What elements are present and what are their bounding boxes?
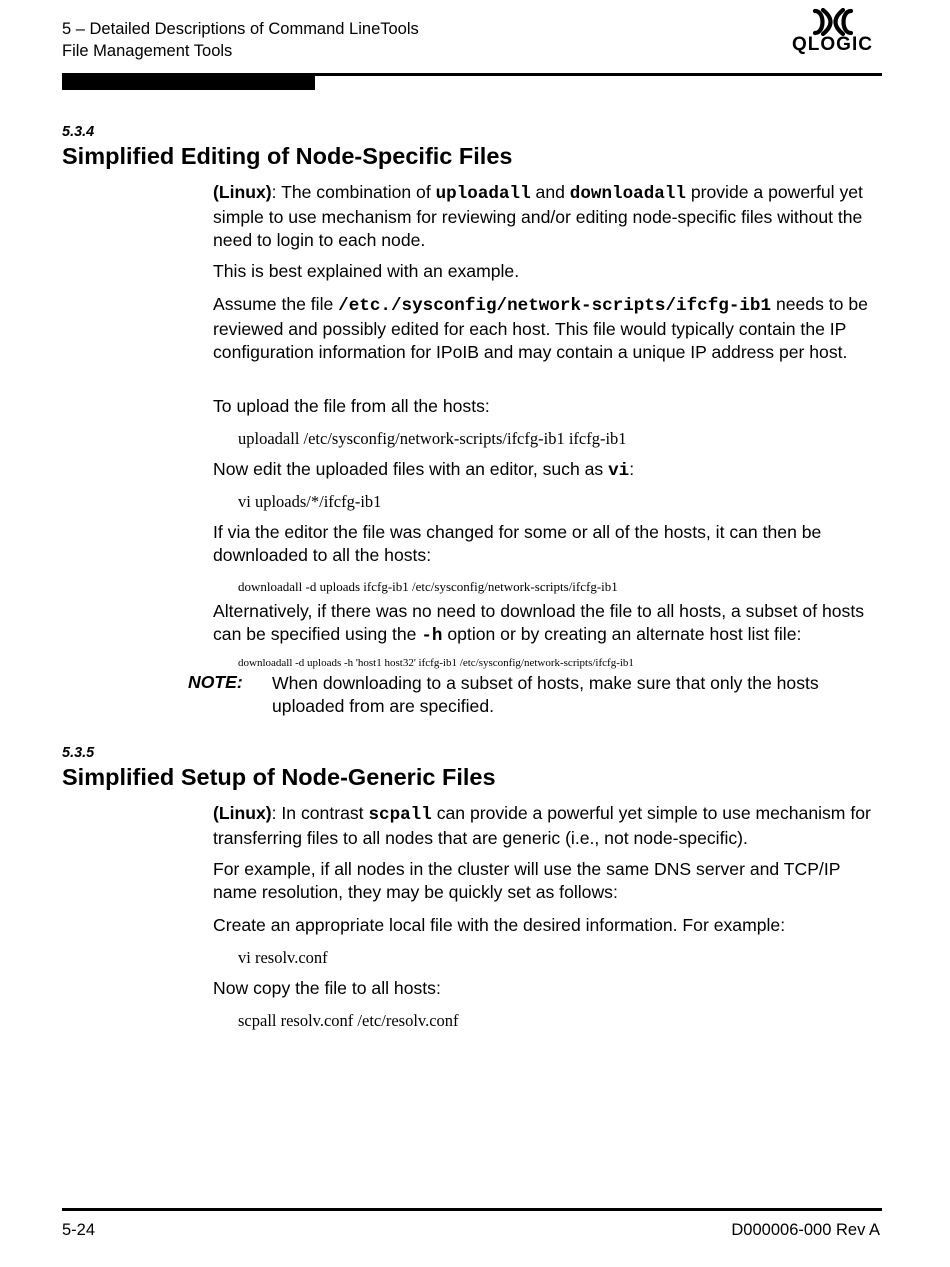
- text-run: Assume the file: [213, 294, 339, 314]
- code-line: vi uploads/*/ifcfg-ib1: [238, 492, 382, 511]
- text-run: can provide a powerful yet simple to use mechanism for transferring files to all nodes that are generic (i.e., not node-specific).: [213, 803, 871, 848]
- paragraph: This is best explained with an example.: [213, 261, 520, 281]
- section-number: 5.3.5: [62, 745, 95, 761]
- paragraph: [213, 802, 885, 850]
- paragraph: For example, if all nodes in the cluster will use the same DNS server and TCP/IP name resolution, they may be quickly set as follows:: [213, 859, 841, 902]
- inline-code: downloadall: [569, 184, 686, 204]
- inline-code: -h: [421, 626, 443, 646]
- document-id: D000006-000 Rev A: [731, 1221, 880, 1239]
- code-line: scpall resolv.conf /etc/resolv.conf: [238, 1011, 459, 1030]
- code-line: uploadall /etc/sysconfig/network-scripts/ifcfg-ib1 ifcfg-ib1: [238, 429, 627, 448]
- text-run: and: [530, 182, 570, 202]
- platform-label: (Linux): [213, 182, 272, 202]
- paragraph: Create an appropriate local file with the desired information. For example:: [213, 915, 786, 935]
- paragraph: [213, 181, 885, 252]
- section-title: Simplified Setup of Node-Generic Files: [62, 764, 496, 790]
- inline-code: /etc./sysconfig/network-scripts/ifcfg-ib1: [338, 296, 772, 316]
- text-run: :: [629, 459, 635, 479]
- logo-wordmark: QLOGIC: [792, 34, 873, 55]
- text-run: needs to be reviewed and possibly edited for each host. This file would typically contain the IP configuration information for IPoIB and may contain a unique IP address per host.: [213, 294, 868, 362]
- header-thick-bar: [62, 76, 315, 90]
- inline-code: vi: [608, 461, 630, 481]
- note-label: NOTE:: [188, 672, 243, 692]
- text-run: : In contrast: [271, 803, 369, 823]
- paragraph: [213, 293, 885, 364]
- paragraph: Now copy the file to all hosts:: [213, 978, 441, 998]
- code-line: vi resolv.conf: [238, 948, 328, 967]
- paragraph: If via the editor the file was changed for some or all of the hosts, it can then be downloaded to all the hosts:: [213, 522, 822, 565]
- text-run: Now edit the uploaded files with an editor, such as: [213, 459, 609, 479]
- code-line: downloadall -d uploads ifcfg-ib1 /etc/sysconfig/network-scripts/ifcfg-ib1: [238, 579, 618, 594]
- note-text: When downloading to a subset of hosts, make sure that only the hosts uploaded from are specified.: [272, 673, 819, 716]
- company-logo: [785, 8, 880, 56]
- qlogic-logo-icon: [811, 8, 855, 36]
- text-run: : The combination of: [271, 182, 436, 202]
- inline-code: scpall: [368, 805, 432, 825]
- header-section: File Management Tools: [62, 42, 233, 60]
- section-title: Simplified Editing of Node-Specific Files: [62, 143, 513, 169]
- text-run: option or by creating an alternate host list file:: [442, 624, 802, 644]
- section-number: 5.3.4: [62, 124, 95, 140]
- page-number: 5-24: [62, 1221, 96, 1239]
- text-run: Alternatively, if there was no need to download the file to all hosts, a subset of hosts can be specified using the: [213, 601, 865, 644]
- paragraph: [213, 600, 885, 648]
- text-run: provide a powerful yet simple to use mechanism for reviewing and/or editing node-specific files without the need to login to each node.: [213, 182, 863, 250]
- platform-label: (Linux): [213, 803, 272, 823]
- footer-rule: [62, 1208, 882, 1211]
- paragraph: To upload the file from all the hosts:: [213, 396, 490, 416]
- header-chapter: 5 – Detailed Descriptions of Command LineTools: [62, 20, 419, 38]
- inline-code: uploadall: [435, 184, 531, 204]
- paragraph: [213, 458, 885, 483]
- code-line: downloadall -d uploads -h 'host1 host32' ifcfg-ib1 /etc/sysconfig/network-scripts/ifcfg-ib1: [238, 657, 634, 669]
